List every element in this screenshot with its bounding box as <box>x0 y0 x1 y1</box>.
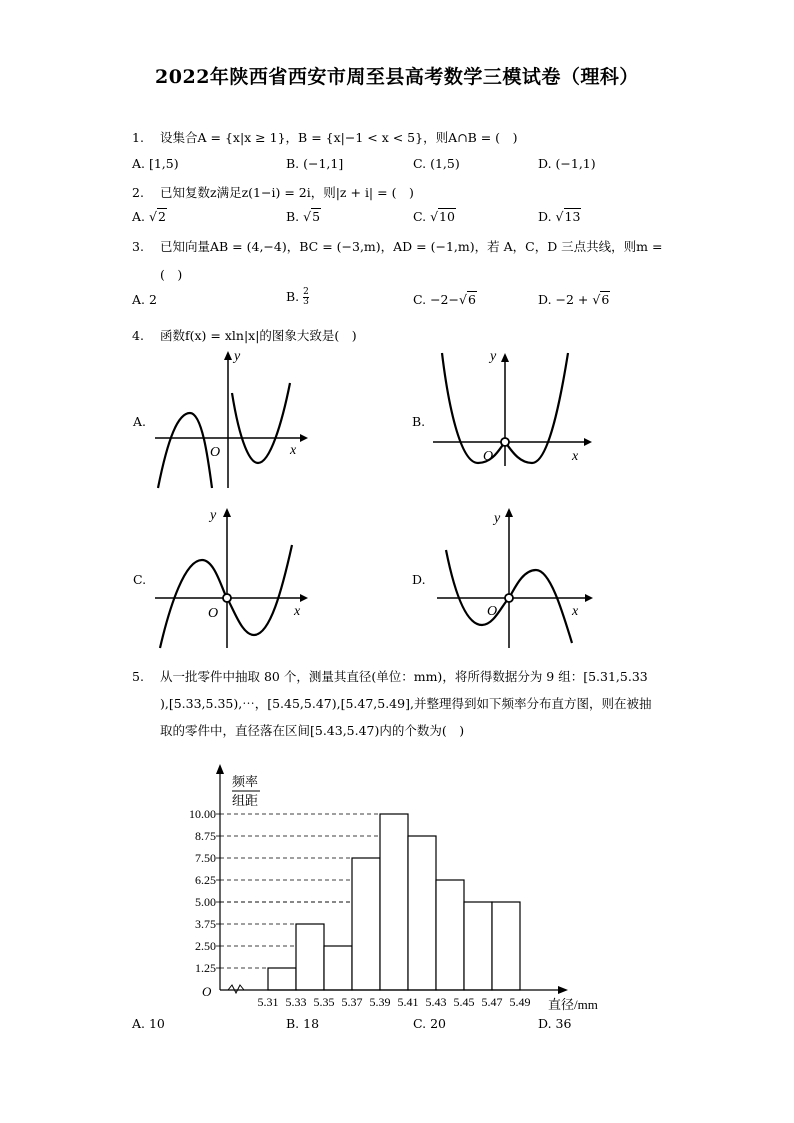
x-tick-label: 5.35 <box>313 995 335 1009</box>
histogram-bar <box>352 858 380 990</box>
radicand: 5 <box>312 209 321 224</box>
y-tick-label: 2.50 <box>195 939 216 953</box>
origin-label: O <box>202 984 212 999</box>
q3-option-b: B. $\frac{2}{3}$ <box>286 287 309 307</box>
q5-option-b: B. 18 <box>286 1016 320 1031</box>
radicand: 10 <box>439 209 455 224</box>
q4-graph-c <box>150 505 310 650</box>
q4-option-d-label: D. <box>412 572 426 587</box>
q1-option-b: B. (−1,1] <box>286 156 344 171</box>
x-axis-arrow <box>558 986 568 994</box>
origin-label: O <box>210 445 221 460</box>
question-1 <box>132 128 517 146</box>
question-text: 设集合A = {x|x ≥ 1}，B = {x|−1 < x < 5}，则A∩B = ( ) <box>160 130 518 145</box>
histogram-bar <box>380 814 408 990</box>
radicand: 2 <box>157 209 166 224</box>
x-tick-label: 5.39 <box>369 995 391 1009</box>
x-tick-label: 5.43 <box>425 995 447 1009</box>
q2-option-d: D. √13 <box>538 209 581 224</box>
histogram-bar <box>464 902 492 990</box>
question-3-paren: ( ) <box>160 267 183 282</box>
x-tick-label: 5.33 <box>285 995 307 1009</box>
q4-option-c-label: C. <box>133 572 147 587</box>
question-text-line-2: ),[5.33,5.35),⋯，[5.45,5.47),[5.47,5.49],并整理得到如下频率分布直方图，则在被抽 <box>160 696 652 711</box>
axis-x-label: x <box>290 443 297 458</box>
question-text-line-3: 取的零件中，直径落在区间[5.43,5.47)内的个数为( ) <box>160 723 465 738</box>
y-label-top: 频率 <box>232 774 259 789</box>
question-text: 函数f(x) = xln|x|的图象大致是( ) <box>160 328 357 343</box>
x-axis-label: 直径/mm <box>548 997 598 1012</box>
q4-option-a-label: A. <box>133 414 147 429</box>
origin-label: O <box>483 449 494 464</box>
y-tick-label: 1.25 <box>195 961 216 975</box>
frequency-histogram <box>150 760 630 1015</box>
axis-y-label: y <box>234 349 241 364</box>
q3-option-d: D. −2 + √6 <box>538 292 610 307</box>
question-number: 1. <box>132 130 144 145</box>
q5-option-a: A. 10 <box>132 1016 165 1031</box>
question-3 <box>132 237 663 255</box>
question-number: 5. <box>132 669 144 684</box>
y-tick-label: 5.00 <box>195 895 216 909</box>
radicand: 6 <box>601 292 610 307</box>
y-tick-label: 7.50 <box>195 851 216 865</box>
q4-graph-d <box>432 505 597 650</box>
histogram-bar <box>324 946 352 990</box>
axis-y-label: y <box>494 511 501 526</box>
y-axis-arrow <box>216 764 224 774</box>
histogram-bar <box>408 836 436 990</box>
q4-option-b-label: B. <box>412 414 426 429</box>
histogram-bar <box>492 902 520 990</box>
question-text: 已知向量AB = (4,−4)，BC = (−3,m)，AD = (−1,m)，若 A，C，D 三点共线，则m = <box>160 239 663 254</box>
axis-break <box>228 985 244 993</box>
axis-x-label: x <box>572 449 579 464</box>
question-4 <box>132 326 357 344</box>
x-tick-label: 5.49 <box>509 995 531 1009</box>
q2-option-b: B. √5 <box>286 209 321 224</box>
axis-x-label: x <box>572 604 579 619</box>
question-number: 4. <box>132 328 144 343</box>
q1-option-a: A. [1,5) <box>132 156 179 171</box>
q3-option-c: C. −2−√6 <box>413 292 476 307</box>
q5-option-d: D. 36 <box>538 1016 572 1031</box>
question-text-line-1: 从一批零件中抽取 80 个，测量其直径(单位：mm)，将所得数据分为 9 组：[5.31,5.33 <box>160 669 648 684</box>
y-tick-label: 3.75 <box>195 917 216 931</box>
y-tick-label: 6.25 <box>195 873 216 887</box>
axis-x-label: x <box>294 604 301 619</box>
radicand: 13 <box>564 209 581 224</box>
histogram-bar <box>296 924 324 990</box>
y-tick-label: 10.00 <box>189 807 216 821</box>
q1-option-c: C. (1,5) <box>413 156 460 171</box>
q1-option-d: D. (−1,1) <box>538 156 596 171</box>
q4-graph-a <box>150 348 310 493</box>
x-tick-label: 5.31 <box>257 995 279 1009</box>
x-tick-label: 5.37 <box>341 995 363 1009</box>
question-text: 已知复数z满足z(1−i) = 2i，则|z + i| = ( ) <box>160 185 414 200</box>
q2-option-c: C. √10 <box>413 209 455 224</box>
q4-graph-b <box>428 348 598 468</box>
fraction: $\frac{2}{3}$ <box>303 287 309 307</box>
y-tick-label: 8.75 <box>195 829 216 843</box>
q3-option-a: A. 2 <box>132 292 157 307</box>
origin-label: O <box>487 604 498 619</box>
question-2 <box>132 183 414 201</box>
histogram-bar <box>268 968 296 990</box>
exam-title: 2022年陕西省西安市周至县高考数学三模试卷（理科） <box>155 66 639 88</box>
question-5 <box>132 667 648 685</box>
axis-y-label: y <box>210 508 217 523</box>
question-number: 3. <box>132 239 144 254</box>
question-number: 2. <box>132 185 144 200</box>
x-tick-label: 5.47 <box>481 995 503 1009</box>
y-label-bottom: 组距 <box>232 793 259 808</box>
radicand: 6 <box>467 292 476 307</box>
histogram-bar <box>436 880 464 990</box>
origin-label: O <box>208 606 219 621</box>
x-tick-label: 5.41 <box>397 995 419 1009</box>
axis-y-label: y <box>490 349 497 364</box>
q2-option-a: A. √2 <box>132 209 166 224</box>
x-tick-label: 5.45 <box>453 995 475 1009</box>
q5-option-c: C. 20 <box>413 1016 446 1031</box>
